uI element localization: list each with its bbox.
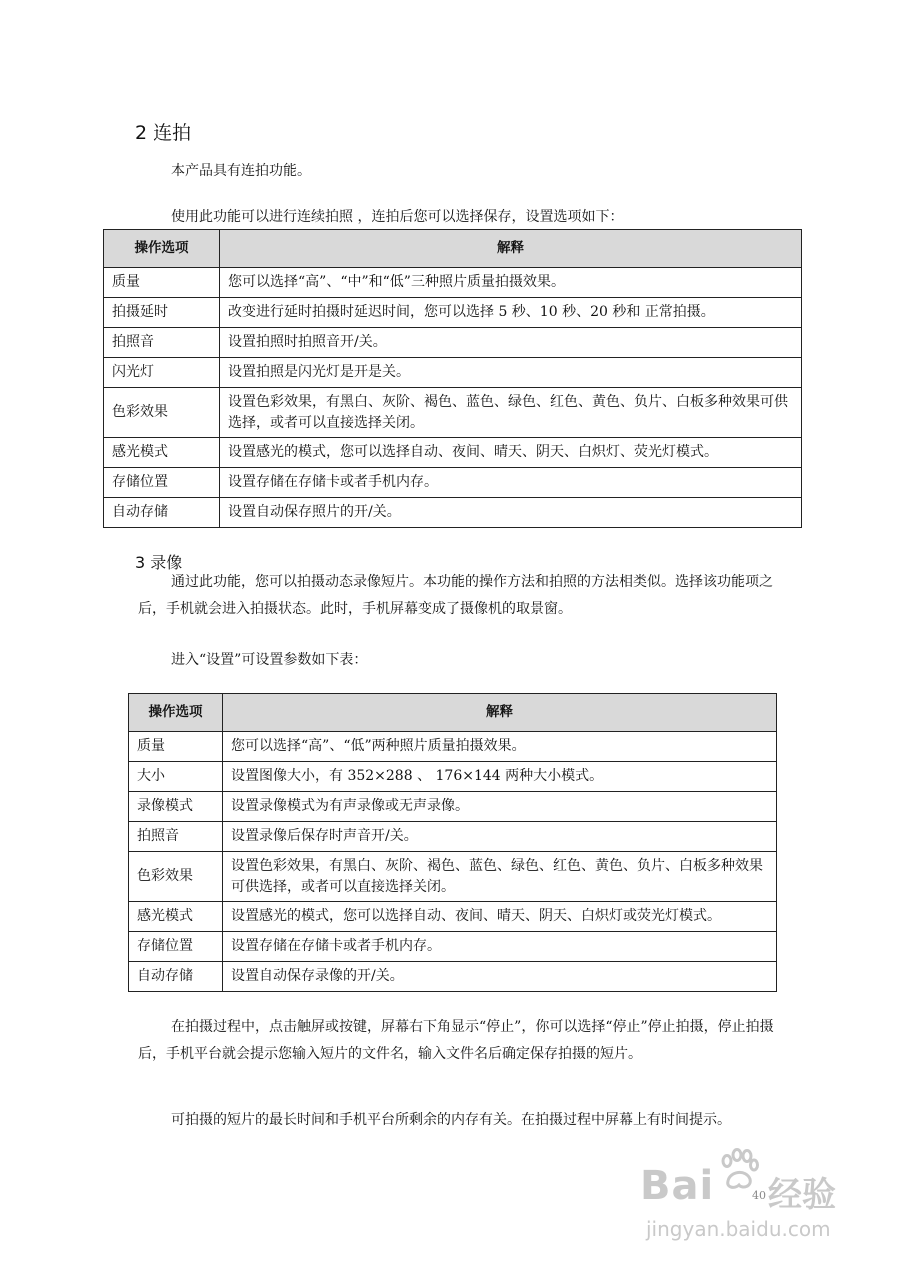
- explanation-cell: 您可以选择“高”、“中”和“低”三种照片质量拍摄效果。: [220, 268, 802, 298]
- table-row: [104, 468, 802, 498]
- video-settings-table: [128, 693, 777, 992]
- watermark-brand: Bai: [640, 1163, 715, 1209]
- table-row: [129, 962, 777, 992]
- section-3-paragraph-1: 通过此功能，您可以拍摄动态录像短片。本功能的操作方法和拍照的方法相类似。选择该功能项之后，手机就会进入拍摄状态。此时，手机屏幕变成了摄像机的取景窗。: [138, 574, 773, 617]
- table-row: [129, 822, 777, 852]
- explanation-cell: 设置自动保存照片的开/关。: [220, 498, 802, 528]
- option-cell: 质量: [129, 732, 223, 762]
- table-header-option: 操作选项: [104, 230, 220, 268]
- section-2-intro: 本产品具有连拍功能。: [171, 163, 311, 179]
- explanation-cell: 设置存储在存储卡或者手机内存。: [220, 468, 802, 498]
- section-3-paragraph-3: 可拍摄的短片的最长时间和手机平台所剩余的内存有关。在拍摄过程中屏幕上有时间提示。: [171, 1112, 731, 1128]
- explanation-cell: 设置拍照是闪光灯是开是关。: [220, 358, 802, 388]
- option-cell: 存储位置: [129, 932, 223, 962]
- section-3-lead: 进入“设置”可设置参数如下表：: [171, 652, 368, 668]
- option-cell: 自动存储: [129, 962, 223, 992]
- table-row: [104, 388, 802, 438]
- table-row: [129, 792, 777, 822]
- table-header-option: 操作选项: [129, 694, 223, 732]
- option-cell: 自动存储: [104, 498, 220, 528]
- baidu-jingyan-watermark: [640, 1145, 850, 1255]
- explanation-cell: 设置录像后保存时声音开/关。: [223, 822, 777, 852]
- table-header-explanation: 解释: [223, 694, 777, 732]
- table-header-explanation: 解释: [220, 230, 802, 268]
- explanation-cell: 设置录像模式为有声录像或无声录像。: [223, 792, 777, 822]
- option-cell: 拍照音: [129, 822, 223, 852]
- option-cell: 感光模式: [104, 438, 220, 468]
- explanation-cell: 设置图像大小，有 352×288 、 176×144 两种大小模式。: [223, 762, 777, 792]
- explanation-cell: 改变进行延时拍摄时延迟时间，您可以选择 5 秒、10 秒、20 秒和 正常拍摄。: [220, 298, 802, 328]
- explanation-cell: 您可以选择“高”、“低”两种照片质量拍摄效果。: [223, 732, 777, 762]
- explanation-cell: 设置色彩效果，有黑白、灰阶、褐色、蓝色、绿色、红色、黄色、负片、白板多种效果可供选择，或者可以直接选择关闭。: [223, 852, 777, 902]
- section-3-paragraph-2: 在拍摄过程中，点击触屏或按键，屏幕右下角显示“停止”，你可以选择“停止”停止拍摄，停止拍摄后，手机平台就会提示您输入短片的文件名，输入文件名后确定保存拍摄的短片。: [138, 1019, 774, 1062]
- table-row: [104, 328, 802, 358]
- explanation-cell: 设置存储在存储卡或者手机内存。: [223, 932, 777, 962]
- table-row: [129, 732, 777, 762]
- table-row: [129, 852, 777, 902]
- page-number: 40: [752, 1189, 766, 1202]
- option-cell: 质量: [104, 268, 220, 298]
- option-cell: 色彩效果: [104, 388, 220, 438]
- option-cell: 闪光灯: [104, 358, 220, 388]
- section-3-heading: 3 录像: [135, 553, 183, 572]
- option-cell: 大小: [129, 762, 223, 792]
- option-cell: 色彩效果: [129, 852, 223, 902]
- table-row: [104, 438, 802, 468]
- watermark-url: jingyan.baidu.com: [646, 1217, 831, 1241]
- table-row: [129, 932, 777, 962]
- option-cell: 感光模式: [129, 902, 223, 932]
- option-cell: 拍照音: [104, 328, 220, 358]
- explanation-cell: 设置感光的模式，您可以选择自动、夜间、晴天、阴天、白炽灯、荧光灯模式。: [220, 438, 802, 468]
- option-cell: 存储位置: [104, 468, 220, 498]
- option-cell: 录像模式: [129, 792, 223, 822]
- explanation-cell: 设置色彩效果，有黑白、灰阶、褐色、蓝色、绿色、红色、黄色、负片、白板多种效果可供选择，或者可以直接选择关闭。: [220, 388, 802, 438]
- table-row: [129, 902, 777, 932]
- table-row: [129, 762, 777, 792]
- burst-settings-table: [103, 229, 802, 528]
- explanation-cell: 设置拍照时拍照音开/关。: [220, 328, 802, 358]
- section-2-lead: 使用此功能可以进行连续拍照 ，连拍后您可以选择保存，设置选项如下：: [171, 209, 624, 225]
- option-cell: 拍摄延时: [104, 298, 220, 328]
- explanation-cell: 设置自动保存录像的开/关。: [223, 962, 777, 992]
- table-row: [104, 298, 802, 328]
- table-row: [104, 498, 802, 528]
- table-row: [104, 268, 802, 298]
- explanation-cell: 设置感光的模式，您可以选择自动、夜间、晴天、阴天、白炽灯或荧光灯模式。: [223, 902, 777, 932]
- table-row: [104, 358, 802, 388]
- paw-icon: [716, 1147, 762, 1193]
- section-2-heading: 2 连拍: [135, 122, 192, 144]
- watermark-brand-suffix: 经验: [768, 1175, 836, 1215]
